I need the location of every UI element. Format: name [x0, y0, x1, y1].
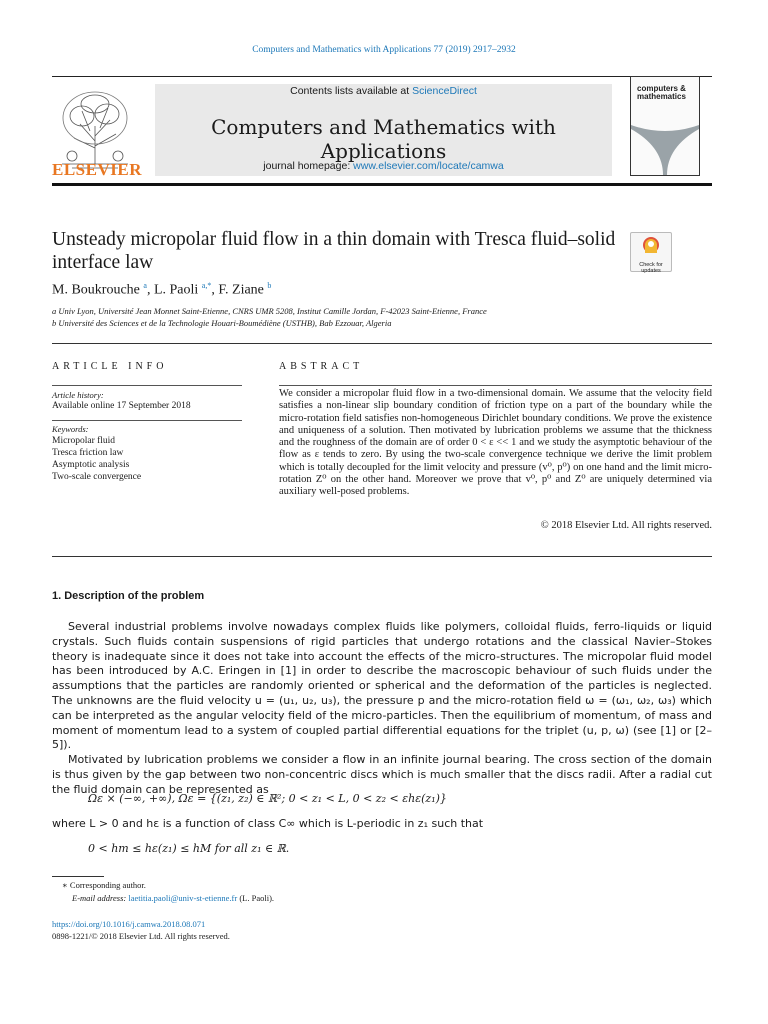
section-rule: [52, 343, 712, 344]
body-paragraph: Several industrial problems involve nowadays complex fluids like polymers, colloidal fluids, ferro-liquids or liquid crystals. Such fluids contain suspensions of rigid particles that undergo rotations and the classical Navier–Stokes theory is inadequate since it does not take into account the effects of the micro-structures. The micropolar fluid model has been introduced by A.C. Eringen in [1] in order to describe the macroscopic behaviour of such fluids under the assumptions that the particles are randomly oriented or spherical and the deformation of the particles is neglected. The unknowns are the fluid velocity u = (u₁, u₂, u₃), the pressure p and the micro-rotation field ω = (ω₁, ω₂, ω₃) which can be interpreted as the angular velocity field of the micro-particles. Then the equilibrium of momentum, of mass and moment of momentum lead to a system of coupled partial differential equations for the triplet (u, p, ω) (see [1] or [2–5]).: [52, 620, 712, 752]
domain-equation: Ωε × (−∞, +∞), Ωε = {(z₁, z₂) ∈ ℝ²; 0 < z₁ < L, 0 < z₂ < εhε(z₁)}: [88, 792, 447, 805]
homepage-line: [155, 160, 612, 172]
contents-line: [155, 85, 612, 97]
doi-link[interactable]: https://doi.org/10.1016/j.camwa.2018.08.071: [52, 919, 206, 929]
author-name: M. Boukrouche: [52, 282, 140, 298]
abstract-heading: ABSTRACT: [279, 361, 364, 372]
elsevier-wordmark: ELSEVIER: [52, 160, 142, 179]
article-info-heading: ARTICLE INFO: [52, 361, 168, 372]
corresponding-author-note: ∗ Corresponding author.: [62, 880, 146, 890]
history-value: Available online 17 September 2018: [52, 401, 191, 411]
journal-cover-image: [630, 76, 700, 176]
affiliation-a: a Univ Lyon, Université Jean Monnet Saint-Etienne, CNRS UMR 5208, Institut Camille Jordan, F-42023 Saint-Etienne, France: [52, 306, 487, 316]
footnote-rule: [52, 876, 104, 877]
keyword-list: [52, 435, 141, 483]
keyword-item: Tresca friction law: [52, 448, 124, 458]
abstract-copyright: © 2018 Elsevier Ltd. All rights reserved.: [540, 520, 712, 531]
article-info-rule: [52, 385, 242, 386]
author-list: M. Boukrouche $^a$, L. Paoli $^{a,*}$, F. Ziane $^b$: [52, 281, 272, 298]
issn-line: 0898-1221/© 2018 Elsevier Ltd. All rights reserved.: [52, 931, 230, 941]
homepage-link[interactable]: www.elsevier.com/locate/camwa: [353, 160, 504, 172]
cover-title: computers & mathematics: [637, 84, 686, 101]
history-label: Article history:: [52, 390, 104, 400]
author-affil-sup[interactable]: a,*: [201, 281, 212, 290]
author-name: L. Paoli: [153, 282, 199, 298]
keyword-item: Micropolar fluid: [52, 436, 116, 446]
author-affil-sup[interactable]: b: [267, 281, 272, 290]
email-link[interactable]: laetitia.paoli@univ-st-etienne.fr: [128, 893, 238, 903]
cover-art: [631, 117, 699, 175]
section-body: [52, 620, 712, 798]
keyword-item: Two-scale convergence: [52, 472, 142, 482]
abstract-end-rule: [52, 556, 712, 557]
author-name: F. Ziane: [218, 282, 264, 298]
email-footnote: [72, 893, 274, 903]
journal-citation[interactable]: Computers and Mathematics with Applications 77 (2019) 2917–2932: [252, 45, 516, 55]
abstract-rule: [279, 385, 712, 386]
keywords-label: Keywords:: [52, 424, 89, 434]
homepage-prefix: journal homepage:: [263, 160, 354, 172]
author-affil-sup[interactable]: a: [143, 281, 147, 290]
check-updates-label: Check for updates: [639, 262, 663, 274]
article-title: Unsteady micropolar fluid flow in a thin domain with Tresca fluid–solid interface law: [52, 229, 616, 273]
affiliation-b: b Université des Sciences et de la Technologie Houari-Boumédiène (USTHB), Bab Ezzouar, Algeria: [52, 318, 392, 328]
where-line: where L > 0 and hε is a function of class C∞ which is L-periodic in z₁ such that: [52, 817, 484, 830]
section-title: 1. Description of the problem: [52, 590, 205, 602]
header-thick-rule: [52, 183, 712, 186]
body-paragraph: Motivated by lubrication problems we consider a flow in an infinite journal bearing. The cross section of the domain is thus given by the gap between two non-concentric discs which is much smaller that the discs radii. After a radial cut the fluid domain can be represented as: [52, 753, 712, 796]
bound-equation: 0 < hm ≤ hε(z₁) ≤ hM for all z₁ ∈ ℝ.: [88, 842, 290, 855]
article-info-rule: [52, 420, 242, 421]
contents-prefix: Contents lists available at: [290, 85, 413, 97]
abstract-text: We consider a micropolar fluid flow in a two-dimensional domain. We assume that the velocity field satisfies a non-linear slip boundary condition of friction type on a part of the boundary while the micro-rotation field satisfies non-homogeneous Dirichlet boundary conditions. We prove the existence and uniqueness of a solution. Then motivated by lubrication problems we assume that the thickness and the roughness of the domain are of order 0 < ε << 1 and we study the asymptotic behaviour of the flow as ε tends to zero. By using the two-scale convergence technique we derive the limit problem which is totally decoupled for the limit velocity and pressure (v⁰, p⁰) on one hand and the limit micro-rotation Z⁰ on the other hand. Moreover we prove that v⁰, p⁰ and Z⁰ are uniquely determined via auxiliary well-posed problems.: [279, 388, 712, 498]
check-for-updates-button[interactable]: [630, 232, 672, 272]
check-updates-icon: [631, 233, 671, 257]
journal-title: Computers and Mathematics with Applications: [211, 115, 556, 163]
email-label: E-mail address:: [72, 893, 129, 903]
sciencedirect-link[interactable]: ScienceDirect: [412, 85, 477, 97]
keyword-item: Asymptotic analysis: [52, 460, 130, 470]
top-rule: [52, 76, 712, 77]
email-suffix: (L. Paoli).: [237, 893, 275, 903]
